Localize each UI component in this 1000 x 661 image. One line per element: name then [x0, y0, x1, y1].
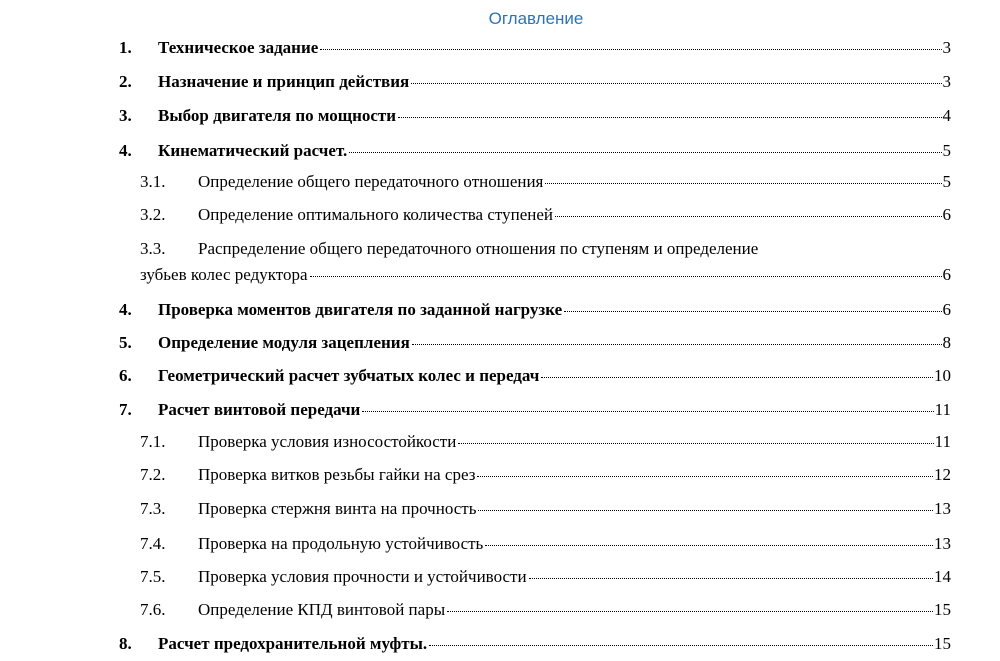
- toc-entry-number: 7.5.: [140, 567, 166, 586]
- dot-leader: [349, 152, 941, 153]
- toc-entry-page: 15: [934, 634, 951, 653]
- toc-entry-title[interactable]: Определение общего передаточного отношения: [198, 172, 544, 191]
- toc-entry-4b[interactable]: [0, 298, 1000, 322]
- toc-entry-title-continued[interactable]: зубьев колес редуктора: [140, 265, 308, 284]
- toc-subentry-3-3-continued[interactable]: [0, 263, 1000, 287]
- toc-entry-number: 7.2.: [140, 465, 166, 484]
- dot-leader: [398, 117, 941, 118]
- toc-entry-4[interactable]: [0, 139, 1000, 163]
- toc-entry-title[interactable]: Проверка стержня винта на прочность: [198, 499, 477, 518]
- toc-entry-page: 11: [934, 400, 951, 419]
- toc-subentry-7-2[interactable]: [0, 463, 1000, 487]
- toc-entry-title[interactable]: Определение оптимального количества ступеней: [198, 205, 553, 224]
- toc-entry-3[interactable]: [0, 104, 1000, 128]
- toc-heading: Оглавление: [488, 9, 584, 28]
- toc-entry-title[interactable]: Определение КПД винтовой пары: [198, 600, 446, 619]
- toc-entry-2[interactable]: [0, 70, 1000, 94]
- dot-leader: [485, 545, 933, 546]
- dot-leader: [478, 510, 933, 511]
- dot-leader: [529, 578, 933, 579]
- toc-entry-page: 14: [934, 567, 951, 586]
- toc-entry-page: 5: [942, 141, 951, 160]
- toc-entry-page: 8: [942, 333, 951, 352]
- toc-entry-number: 2.: [119, 72, 132, 91]
- toc-entry-number: 7.3.: [140, 499, 166, 518]
- dot-leader: [477, 476, 933, 477]
- toc-entry-page: 10: [934, 366, 951, 385]
- toc-subentry-7-3[interactable]: [0, 497, 1000, 521]
- dot-leader: [545, 183, 941, 184]
- toc-entry-6[interactable]: [0, 364, 1000, 388]
- toc-entry-page: 13: [934, 534, 951, 553]
- toc-entry-page: 6: [942, 300, 951, 319]
- toc-entry-title[interactable]: Расчет предохранительной муфты.: [158, 634, 428, 653]
- toc-entry-page: 4: [942, 106, 951, 125]
- toc-subentry-7-4[interactable]: [0, 532, 1000, 556]
- toc-entry-title[interactable]: Расчет винтовой передачи: [158, 400, 361, 419]
- toc-entry-number: 5.: [119, 333, 132, 352]
- toc-entry-title[interactable]: Проверка условия износостойкости: [198, 432, 457, 451]
- toc-entry-page: 6: [942, 265, 951, 284]
- toc-entry-title[interactable]: Выбор двигателя по мощности: [158, 106, 397, 125]
- toc-entry-number: 7.4.: [140, 534, 166, 553]
- toc-entry-5[interactable]: [0, 331, 1000, 355]
- toc-entry-title[interactable]: Назначение и принцип действия: [158, 72, 410, 91]
- dot-leader: [541, 377, 933, 378]
- toc-entry-title[interactable]: Проверка условия прочности и устойчивости: [198, 567, 527, 586]
- dot-leader: [411, 83, 941, 84]
- toc-entry-title[interactable]: Геометрический расчет зубчатых колес и передач: [158, 366, 540, 385]
- toc-entry-page: 15: [934, 600, 951, 619]
- toc-subentry-7-1[interactable]: [0, 430, 1000, 454]
- toc-subentry-3-2[interactable]: [0, 203, 1000, 227]
- dot-leader: [320, 49, 941, 50]
- toc-entry-number: 4.: [119, 300, 132, 319]
- dot-leader: [447, 611, 933, 612]
- dot-leader: [362, 411, 933, 412]
- toc-entry-title[interactable]: Распределение общего передаточного отношения по ступеням и определение: [198, 239, 759, 258]
- toc-entry-title[interactable]: Определение модуля зацепления: [158, 333, 410, 352]
- toc-entry-number: 7.1.: [140, 432, 166, 451]
- dot-leader: [429, 645, 933, 646]
- toc-entry-number: 3.: [119, 106, 132, 125]
- toc-entry-number: 3.2.: [140, 205, 166, 224]
- toc-entry-page: 12: [934, 465, 951, 484]
- dot-leader: [458, 443, 933, 444]
- toc-entry-7[interactable]: [0, 398, 1000, 422]
- toc-entry-number: 3.3.: [140, 239, 166, 258]
- toc-subentry-3-1[interactable]: [0, 170, 1000, 194]
- toc-entry-number: 3.1.: [140, 172, 166, 191]
- toc-entry-number: 4.: [119, 141, 132, 160]
- toc-entry-page: 3: [942, 72, 951, 91]
- toc-entry-number: 6.: [119, 366, 132, 385]
- toc-entry-page: 3: [942, 38, 951, 57]
- toc-entry-page: 6: [942, 205, 951, 224]
- dot-leader: [310, 276, 942, 277]
- toc-entry-title[interactable]: Техническое задание: [158, 38, 319, 57]
- toc-entry-title[interactable]: Проверка на продольную устойчивость: [198, 534, 484, 553]
- toc-entry-number: 1.: [119, 38, 132, 57]
- toc-entry-title[interactable]: Проверка витков резьбы гайки на срез: [198, 465, 476, 484]
- toc-subentry-3-3[interactable]: [0, 237, 1000, 261]
- toc-entry-page: 5: [942, 172, 951, 191]
- dot-leader: [555, 216, 942, 217]
- toc-entry-1[interactable]: [0, 36, 1000, 60]
- dot-leader: [412, 344, 942, 345]
- toc-subentry-7-5[interactable]: [0, 565, 1000, 589]
- toc-entry-8[interactable]: [0, 632, 1000, 656]
- toc-entry-number: 7.: [119, 400, 132, 419]
- dot-leader: [564, 311, 941, 312]
- toc-entry-page: 13: [934, 499, 951, 518]
- toc-entry-number: 7.6.: [140, 600, 166, 619]
- toc-entry-title[interactable]: Проверка моментов двигателя по заданной нагрузке: [158, 300, 563, 319]
- toc-entry-number: 8.: [119, 634, 132, 653]
- toc-entry-page: 11: [934, 432, 951, 451]
- toc-entry-title[interactable]: Кинематический расчет.: [158, 141, 348, 160]
- toc-subentry-7-6[interactable]: [0, 598, 1000, 622]
